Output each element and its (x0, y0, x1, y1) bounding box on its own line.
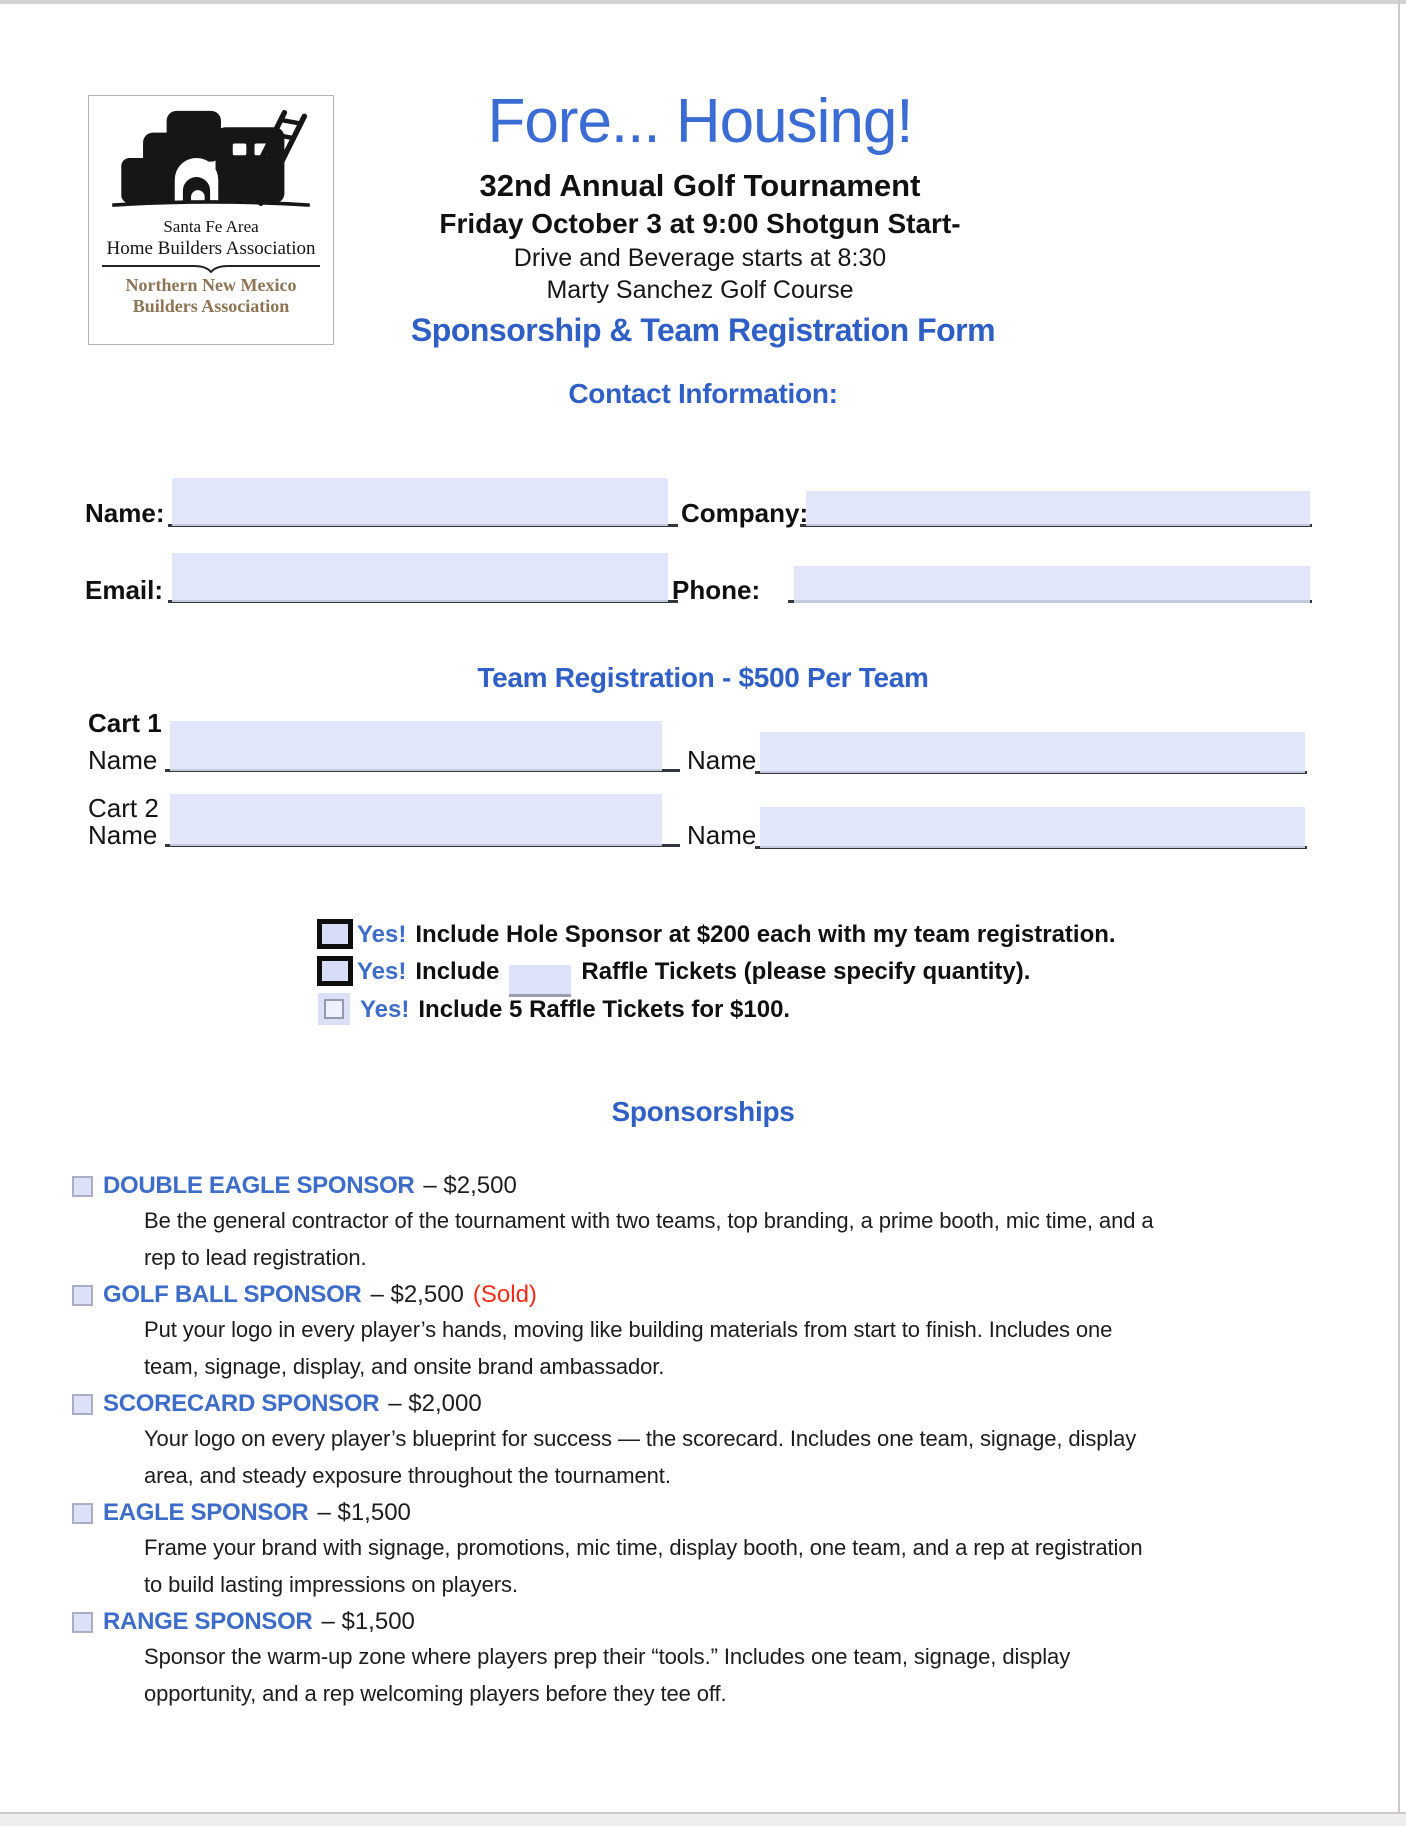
raffle-option-text-after: Raffle Tickets (please specify quantity). (581, 958, 1031, 985)
page-right-edge (1398, 0, 1400, 1813)
hole-sponsor-option (357, 921, 1116, 949)
association-name-line1: Santa Fe Area (163, 217, 259, 236)
page-title: Fore... Housing! (487, 87, 913, 156)
cart2-player2-input[interactable] (760, 807, 1305, 848)
contact-heading: Contact Information: (568, 378, 838, 409)
sponsor-description: Sponsor the warm-up zone where players prep their “tools.” Includes one team, signage, display opportunity, and a rep welcoming players before they tee off. (144, 1644, 1071, 1706)
yes-word: Yes! (360, 996, 410, 1023)
sponsor-description: Your logo on every player’s blueprint for success — the scorecard. Includes one team, signage, display area, and steady exposure throughout the tournament. (144, 1426, 1137, 1488)
sponsor-name: RANGE SPONSOR (103, 1608, 313, 1635)
hole-sponsor-option-text: Include Hole Sponsor at $200 each with my team registration. (415, 921, 1116, 948)
yes-word: Yes! (357, 921, 407, 948)
association-logo (88, 95, 334, 345)
raffle-quantity-input[interactable] (509, 965, 571, 997)
golf-ball-checkbox[interactable] (72, 1285, 93, 1306)
sponsor-price: – $2,000 (388, 1390, 482, 1417)
cart1-player2-name-label: Name (687, 745, 757, 775)
sponsor-item-golf-ball (72, 1279, 1352, 1385)
cart1-player1-name-label: Name (88, 745, 158, 775)
sponsor-description: Be the general contractor of the tournament with two teams, top branding, a prime booth, mic time, and a rep to lead registration. (144, 1208, 1154, 1270)
raffle-tickets-checkbox[interactable] (317, 956, 353, 986)
sponsorship-list (72, 1170, 1352, 1715)
email-label: Email: (85, 575, 164, 605)
checkbox-inner (324, 999, 344, 1019)
scorecard-checkbox[interactable] (72, 1394, 93, 1415)
association2-name-line2: Builders Association (132, 296, 290, 316)
sponsor-description: Put your logo in every player’s hands, moving like building materials from start to finish. Includes one team, signage, display, and onsite brand ambassador. (144, 1317, 1113, 1379)
cart2-label: Cart 2 (88, 793, 159, 823)
company-label: Company: (681, 498, 809, 528)
page-top-edge (0, 0, 1406, 4)
sponsor-name: EAGLE SPONSOR (103, 1499, 309, 1526)
sponsor-sold-badge: (Sold) (472, 1281, 537, 1308)
yes-word: Yes! (357, 958, 407, 985)
raffle-bundle-option-text: Include 5 Raffle Tickets for $100. (418, 996, 791, 1023)
event-name: 32nd Annual Golf Tournament (479, 168, 921, 203)
double-eagle-checkbox[interactable] (72, 1176, 93, 1197)
form-title: Sponsorship & Team Registration Form (410, 312, 996, 348)
sponsor-name: GOLF BALL SPONSOR (103, 1281, 362, 1308)
sponsor-item-range (72, 1606, 1352, 1712)
range-checkbox[interactable] (72, 1612, 93, 1633)
raffle-option-text-before: Include (415, 958, 500, 985)
sponsorships-heading: Sponsorships (611, 1096, 795, 1127)
email-input[interactable] (172, 553, 668, 602)
cart1-player1-input[interactable] (170, 721, 662, 771)
sponsor-item-scorecard (72, 1388, 1352, 1494)
event-header (330, 86, 1070, 306)
raffle-bundle-checkbox[interactable] (318, 993, 350, 1025)
cart2-player1-name-label: Name (88, 820, 158, 850)
event-detail-2: Marty Sanchez Golf Course (546, 276, 854, 304)
association-name-line2: Home Builders Association (106, 238, 316, 259)
sponsor-price: – $1,500 (321, 1608, 415, 1635)
sponsor-description: Frame your brand with signage, promotions, mic time, display booth, one team, and a rep at registration to build lasting impressions on players. (144, 1535, 1143, 1597)
sponsor-item-eagle (72, 1497, 1352, 1603)
raffle-bundle-option (360, 996, 790, 1024)
event-datetime: Friday October 3 at 9:00 Shotgun Start- (439, 208, 961, 239)
cart1-player2-input[interactable] (760, 732, 1305, 773)
pueblo-ladder-icon (105, 100, 317, 216)
event-detail-1: Drive and Beverage starts at 8:30 (513, 244, 887, 272)
sponsor-name: DOUBLE EAGLE SPONSOR (103, 1172, 415, 1199)
cart2-player2-name-label: Name (687, 820, 757, 850)
sponsor-price: – $2,500 (370, 1281, 464, 1308)
page-outside-area (0, 1814, 1406, 1826)
logo-divider (100, 263, 322, 273)
sponsor-price: – $2,500 (423, 1172, 517, 1199)
sponsor-item-double-eagle (72, 1170, 1352, 1276)
company-input[interactable] (806, 491, 1310, 526)
raffle-tickets-option (357, 958, 1030, 997)
hole-sponsor-checkbox[interactable] (317, 919, 353, 949)
association2-name-line1: Northern New Mexico (125, 275, 297, 295)
sponsor-name: SCORECARD SPONSOR (103, 1390, 380, 1417)
cart1-label: Cart 1 (88, 708, 162, 738)
name-label: Name: (85, 498, 165, 528)
team-registration-heading: Team Registration - $500 Per Team (477, 662, 929, 693)
name-input[interactable] (172, 478, 668, 526)
eagle-checkbox[interactable] (72, 1503, 93, 1524)
sponsor-price: – $1,500 (317, 1499, 411, 1526)
cart2-player1-input[interactable] (170, 794, 662, 846)
phone-input[interactable] (794, 566, 1310, 603)
phone-label: Phone: (672, 575, 761, 605)
